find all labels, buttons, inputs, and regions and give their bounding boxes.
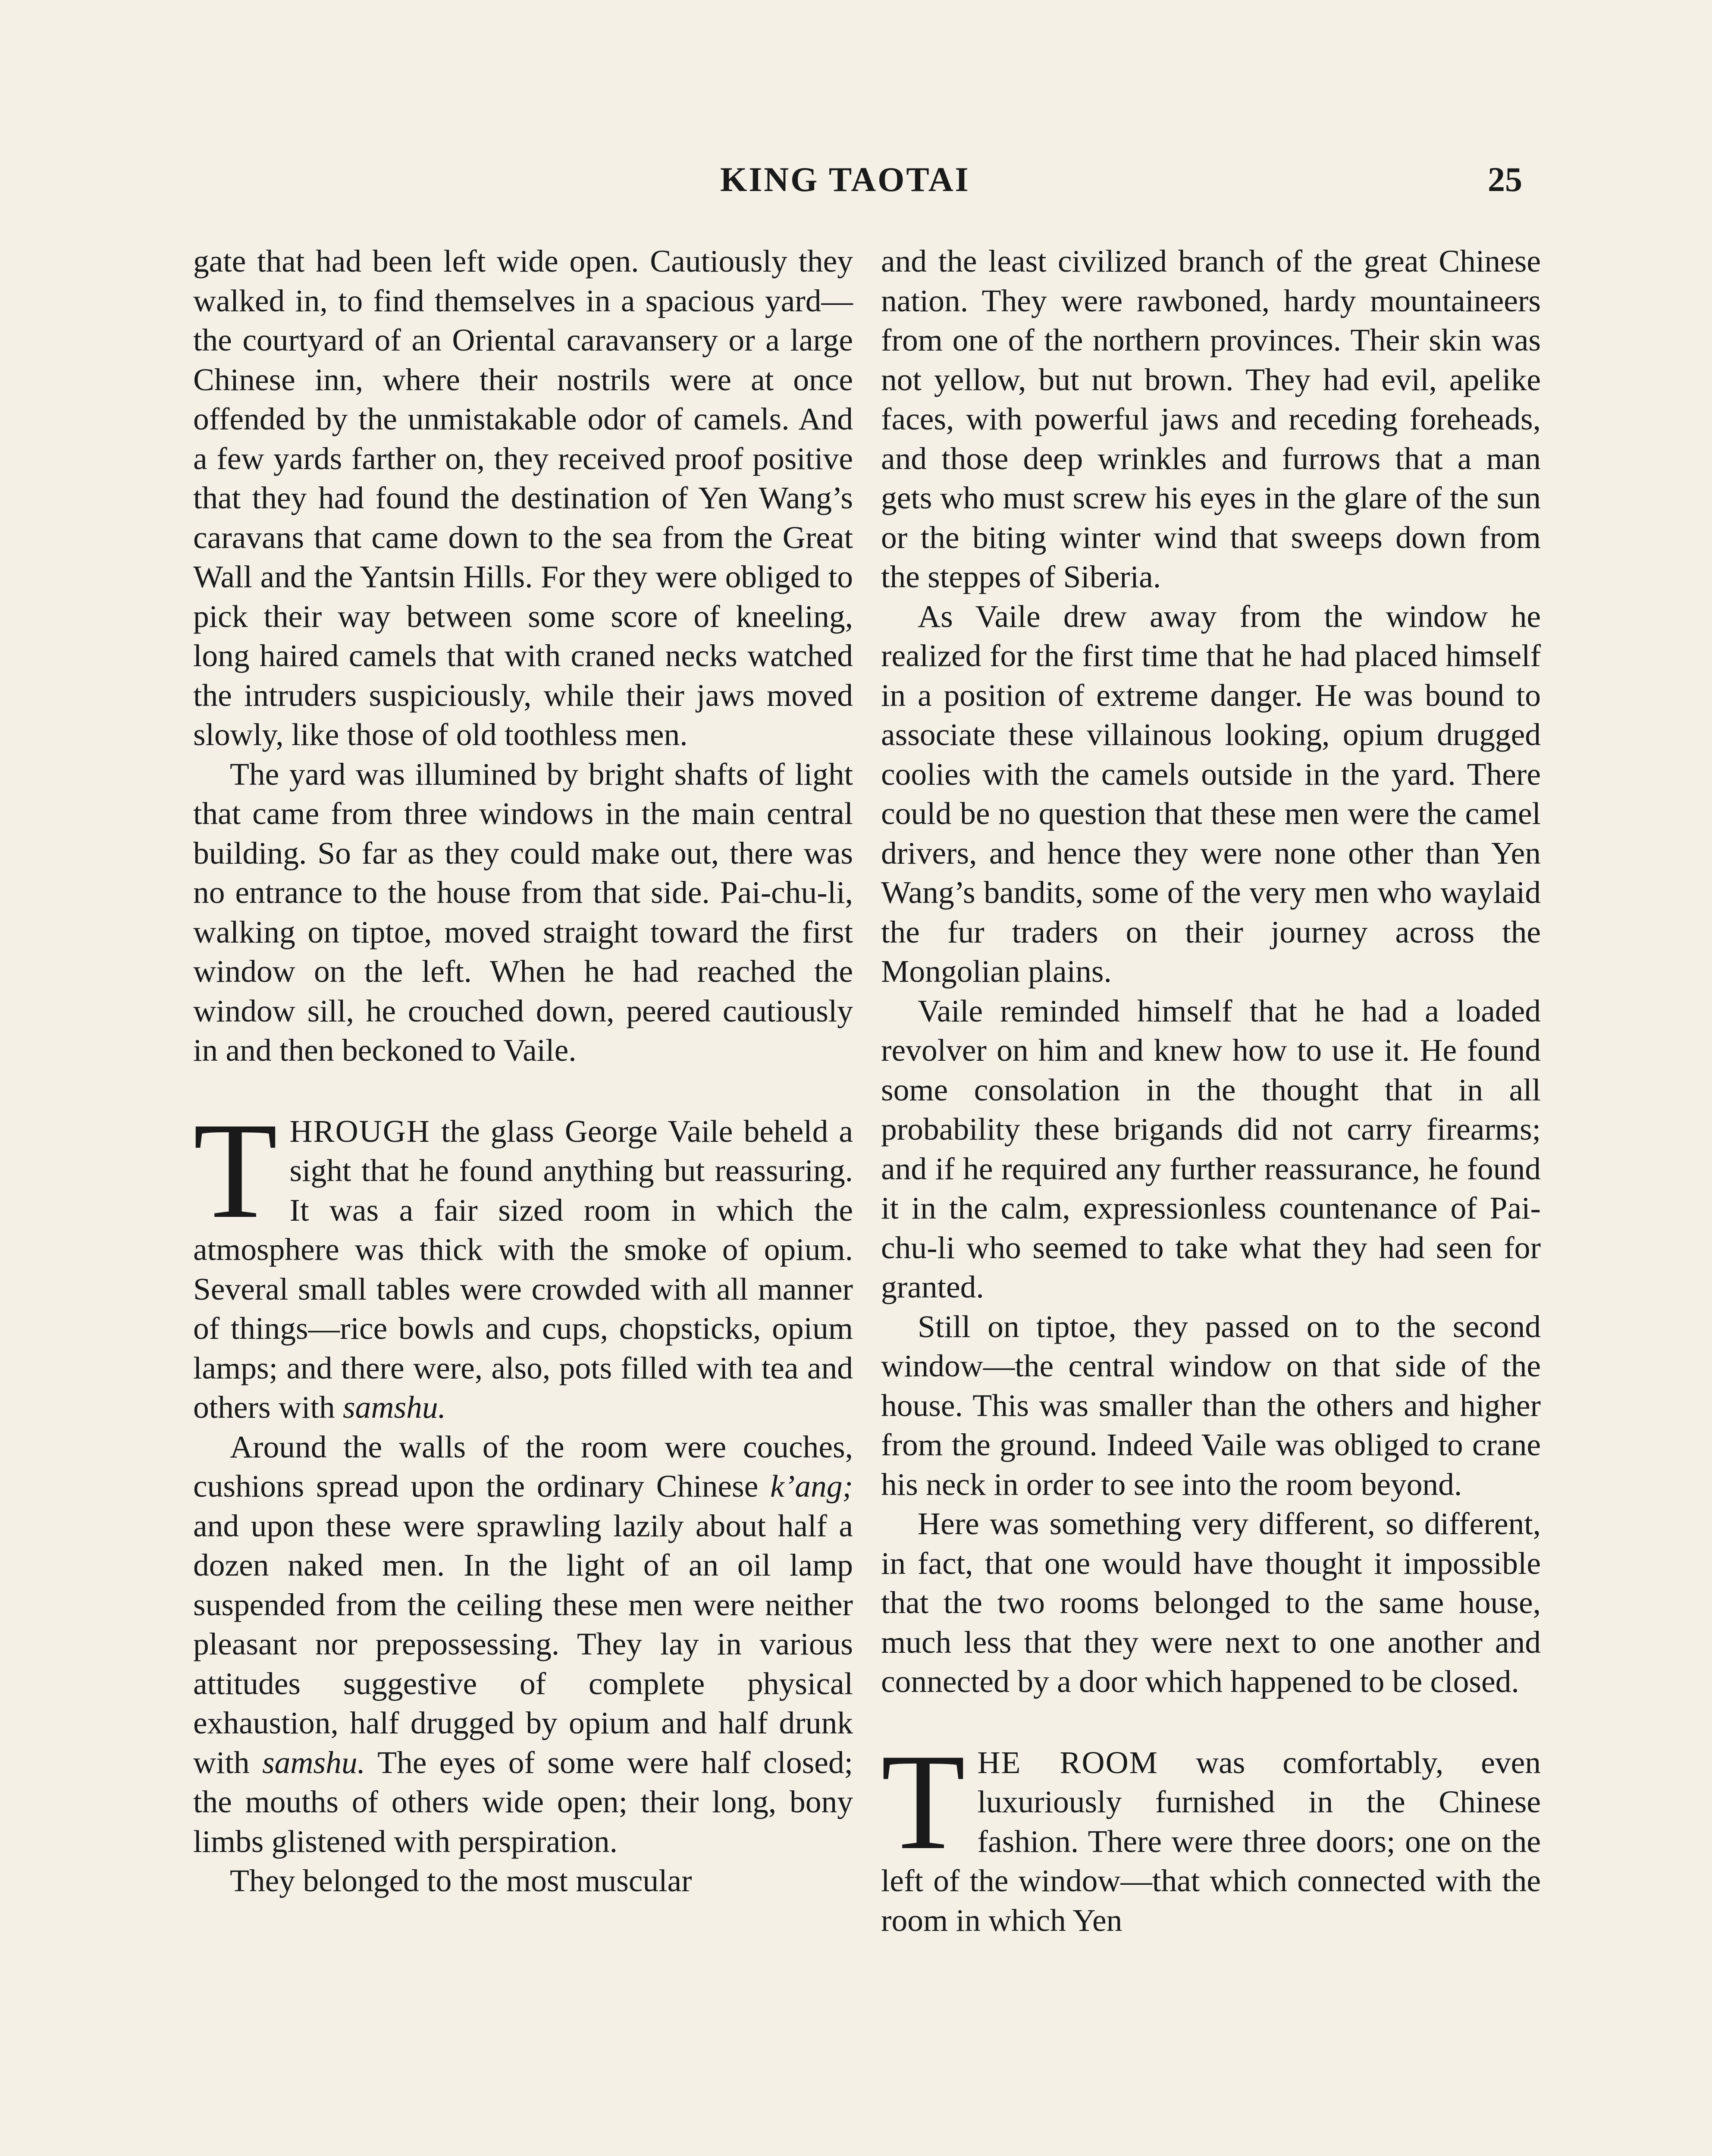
- running-title: KING TAOTAI: [720, 161, 970, 199]
- italic-term: k’ang;: [770, 1469, 853, 1504]
- paragraph: They belonged to the most muscular: [230, 1863, 692, 1898]
- paragraph-text: and upon these were sprawling lazily about half a dozen naked men. In the light of an oil lamp suspended from the ceiling these men were neither pleasant nor prepossessing. They lay in various attitudes suggestive of complete physical exhaustion, half drugged by opium and half drunk with: [193, 1508, 853, 1780]
- lead-in-text: HE ROOM: [977, 1745, 1159, 1780]
- italic-term: samshu.: [343, 1390, 446, 1425]
- paragraph: As Vaile drew away from the window he realized for the first time that he had placed himself in a position of extreme danger. He was bound to associate these villainous looking, opium drugged coolies with the camels outside in the yard. There could be no question that these men were the camel drivers, and hence they were none other than Yen Wang’s bandits, some of the very men who waylaid the fur traders on their journey across the Mongolian plains.: [881, 599, 1541, 989]
- running-header: [0, 160, 1712, 208]
- paragraph: The yard was illumined by bright shafts of light that came from three windows in the main central building. So far as they could make out, there was no entrance to the house from that side. Pai-chu-li, walking on tiptoe, moved straight toward the first window on the left. When he had reached the window sill, he crouched down, peered cautiously in and then beckoned to Vaile.: [193, 756, 853, 1068]
- paragraph: Vaile reminded himself that he had a loaded revolver on him and knew how to use it. He found some consolation in the thought that in all probability these brigands did not carry firearms; and if he required any further reassurance, he found it in the calm, expressionless countenance of Pai-chu-li who seemed to take what they had seen for granted.: [881, 993, 1541, 1304]
- paragraph-text: Around the walls of the room were couches, cushions spread upon the ordinary Chinese: [193, 1429, 853, 1504]
- paragraph: and the least civilized branch of the great Chinese nation. They were rawboned, hardy mountaineers from one of the northern provinces. Their skin was not yellow, but nut brown. They had evil, apelike faces, with powerful jaws and receding foreheads, and those deep wrinkles and furrows that a man gets who must screw his eyes in the glare of the sun or the biting winter wind that sweeps down from the steppes of Siberia.: [881, 244, 1541, 594]
- drop-cap: T: [881, 1725, 966, 1878]
- lead-in-text: HROUGH: [289, 1113, 430, 1149]
- right-column: [881, 241, 1541, 1940]
- left-column: [193, 241, 853, 1901]
- paragraph-with-drop-cap: [881, 1725, 1541, 1940]
- paragraph-text: the glass George Vaile beheld a sight that he found anything but reassuring. It was a fair sized room in which the atmosphere was thick with the smoke of opium. Several small tables were crowded with all manner of things—rice bowls and cups, chopsticks, opium lamps; and there were, also, pots filled with tea and others with: [193, 1113, 853, 1425]
- section-break: [881, 1702, 1541, 1743]
- paragraph: [193, 1427, 853, 1861]
- paragraph: Still on tiptoe, they passed on to the second window—the central window on that side of the house. This was smaller than the others and higher from the ground. Indeed Vaile was obliged to crane his neck in order to see into the room beyond.: [881, 1309, 1541, 1502]
- paragraph-text: The eyes of some were half closed; the mouths of others wide open; their long, bony limbs glistened with perspiration.: [193, 1745, 853, 1859]
- italic-term: samshu.: [262, 1745, 365, 1780]
- paragraph-with-drop-cap: [193, 1094, 853, 1427]
- drop-cap: T: [193, 1094, 278, 1247]
- page-number: 25: [1488, 161, 1522, 199]
- paragraph-text: was comfortably, even luxuriously furnished in the Chinese fashion. There were three doors; one on the left of the window—that which connected with the room in which Yen: [881, 1745, 1541, 1938]
- paragraph: Here was something very different, so different, in fact, that one would have thought it impossible that the two rooms belonged to the same house, much less that they were next to one another and connected by a door which happened to be closed.: [881, 1506, 1541, 1699]
- section-break: [193, 1070, 853, 1112]
- paragraph: gate that had been left wide open. Cautiously they walked in, to find themselves in a spacious yard—the courtyard of an Oriental caravansery or a large Chinese inn, where their nostrils were at once offended by the unmistakable odor of camels. And a few yards farther on, they received proof positive that they had found the destination of Yen Wang’s caravans that came down to the sea from the Great Wall and the Yantsin Hills. For they were obliged to pick their way between some score of kneeling, long haired camels that with craned necks watched the intruders suspiciously, while their jaws moved slowly, like those of old toothless men.: [193, 244, 853, 752]
